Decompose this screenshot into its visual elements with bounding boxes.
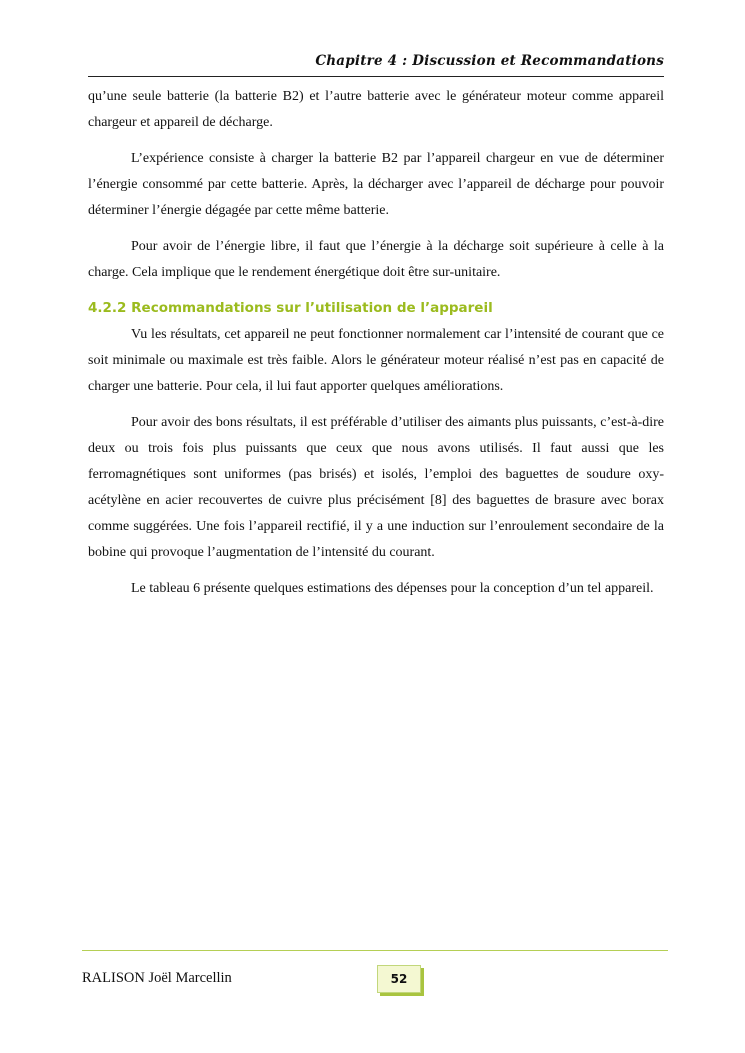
- page-number-badge: 52: [377, 965, 421, 993]
- footer-divider: [82, 950, 668, 951]
- chapter-title: Chapitre 4 : Discussion et Recommandations: [315, 53, 664, 69]
- paragraph-experience: L’expérience consiste à charger la batterie B2 par l’appareil chargeur en vue de déterminer l’énergie consommé par cette batterie. Après, la décharger avec l’appareil de décharge pour pouvoir déterminer l’énergie dégagée par cette même batterie.: [88, 151, 664, 218]
- paragraph-free-energy: Pour avoir de l’énergie libre, il faut que l’énergie à la décharge soit supérieure à celle à la charge. Cela implique que le rendement énergétique doit être sur-unitaire.: [88, 239, 664, 280]
- paragraph-improvements: Pour avoir des bons résultats, il est préférable d’utiliser des aimants plus puissants, c’est-à-dire deux ou trois fois plus puissants que ceux que nous avons utilisés. Il faut aussi que les ferromagnétiques sont uniformes (pas brisés) et isolés, l’emploi des baguettes de soudure oxy-acétylène en acier recouvertes de cuivre plus précisément [8] des baguettes de brasure avec borax comme suggérées. Une fois l’appareil rectifié, il y a une induction sur l’enroulement secondaire de la bobine qui provoque l’augmentation de l’intensité du courant.: [88, 415, 664, 560]
- page-header: [88, 52, 664, 77]
- paragraph-results: Vu les résultats, cet appareil ne peut fonctionner normalement car l’intensité de courant que ce soit minimale ou maximale est très faible. Alors le générateur moteur réalisé n’est pas en capacité de charger une batterie. Pour cela, il lui faut apporter quelques améliorations.: [88, 327, 664, 394]
- paragraph-table-reference: Le tableau 6 présente quelques estimations des dépenses pour la conception d’un tel appareil.: [131, 581, 654, 596]
- document-body: [88, 84, 664, 612]
- paragraph-continuation: qu’une seule batterie (la batterie B2) et l’autre batterie avec le générateur moteur comme appareil chargeur et appareil de décharge.: [88, 89, 664, 130]
- section-heading: 4.2.2 Recommandations sur l’utilisation de l’appareil: [88, 300, 493, 316]
- footer-author: RALISON Joël Marcellin: [82, 970, 232, 986]
